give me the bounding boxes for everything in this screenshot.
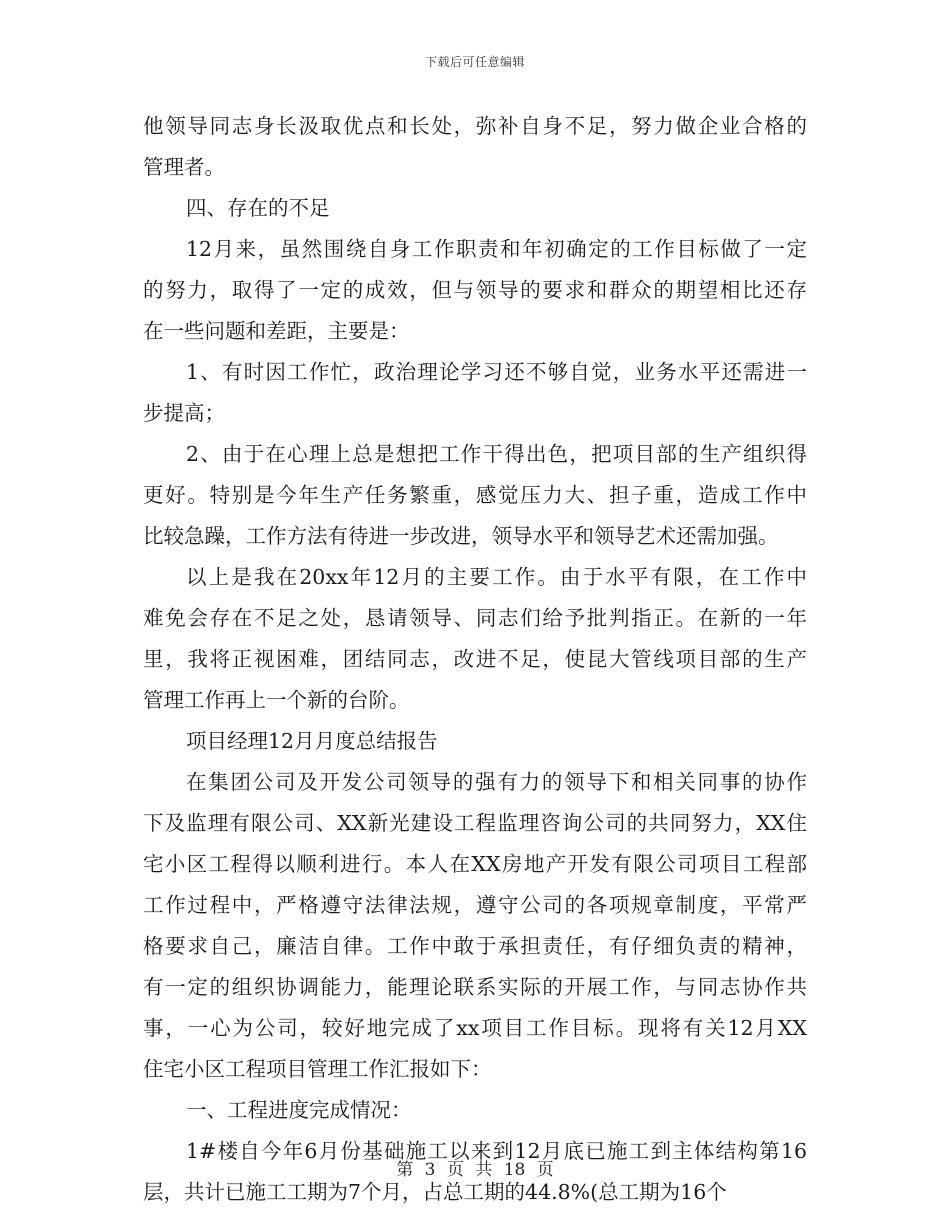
paragraph-line: 下及监理有限公司、XX新光建设工程监理咨询公司的共同努力，XX住 (143, 811, 807, 835)
section-heading: 四、存在的不足 (186, 196, 330, 220)
section-heading: 一、工程进度完成情况： (186, 1098, 412, 1122)
paragraph-line: 格要求自己，廉洁自律。工作中敢于承担责任，有仔细负责的精神， (143, 934, 807, 958)
paragraph-line: 的努力，取得了一定的成效，但与领导的要求和群众的期望相比还存 (143, 278, 807, 302)
paragraph-line: 步提高； (143, 401, 225, 425)
section-heading: 项目经理12月月度总结报告 (186, 729, 438, 753)
document-body (143, 106, 807, 1213)
paragraph-line: 住宅小区工程项目管理工作汇报如下： (143, 1057, 492, 1081)
paragraph-line: 在一些问题和差距，主要是： (143, 319, 410, 343)
paragraph-line: 难免会存在不足之处，恳请领导、同志们给予批判指正。在新的一年 (143, 606, 807, 630)
paragraph-line: 宅小区工程得以顺利进行。本人在XX房地产开发有限公司项目工程部 (143, 852, 807, 876)
paragraph-line: 在集团公司及开发公司领导的强有力的领导下和相关同事的协作 (186, 770, 807, 794)
paragraph-line: 他领导同志身长汲取优点和长处，弥补自身不足，努力做企业合格的 (143, 114, 807, 138)
paragraph-line: 层，共计已施工工期为7个月，占总工期的44.8%(总工期为16个 (143, 1180, 727, 1204)
paragraph-line: 1#楼自今年6月份基础施工以来到12月底已施工到主体结构第16 (186, 1139, 807, 1163)
paragraph-line: 1、有时因工作忙，政治理论学习还不够自觉，业务水平还需进一 (186, 360, 807, 384)
page-number-footer: 第 3 页 共 18 页 (396, 1160, 554, 1180)
paragraph-line: 2、由于在心理上总是想把工作干得出色，把项目部的生产组织得 (186, 442, 807, 466)
paragraph-line: 比较急躁，工作方法有待进一步改进，领导水平和领导艺术还需加强。 (143, 524, 779, 548)
page-header: 下载后可任意编辑 (424, 55, 525, 69)
paragraph-line: 12月来，虽然围绕自身工作职责和年初确定的工作目标做了一定 (186, 237, 807, 261)
paragraph-line: 里，我将正视困难，团结同志，改进不足，使昆大管线项目部的生产 (143, 647, 807, 671)
paragraph-line: 有一定的组织协调能力，能理论联系实际的开展工作，与同志协作共 (143, 975, 807, 999)
paragraph-line: 管理工作再上一个新的台阶。 (143, 688, 410, 712)
paragraph-line: 事，一心为公司，较好地完成了xx项目工作目标。现将有关12月XX (143, 1016, 807, 1040)
paragraph-line: 工作过程中，严格遵守法律法规，遵守公司的各项规章制度，平常严 (143, 893, 807, 917)
paragraph-line: 以上是我在20xx年12月的主要工作。由于水平有限，在工作中 (186, 565, 807, 589)
paragraph-line: 管理者。 (143, 155, 225, 179)
paragraph-line: 更好。特别是今年生产任务繁重，感觉压力大、担子重，造成工作中 (143, 483, 807, 507)
